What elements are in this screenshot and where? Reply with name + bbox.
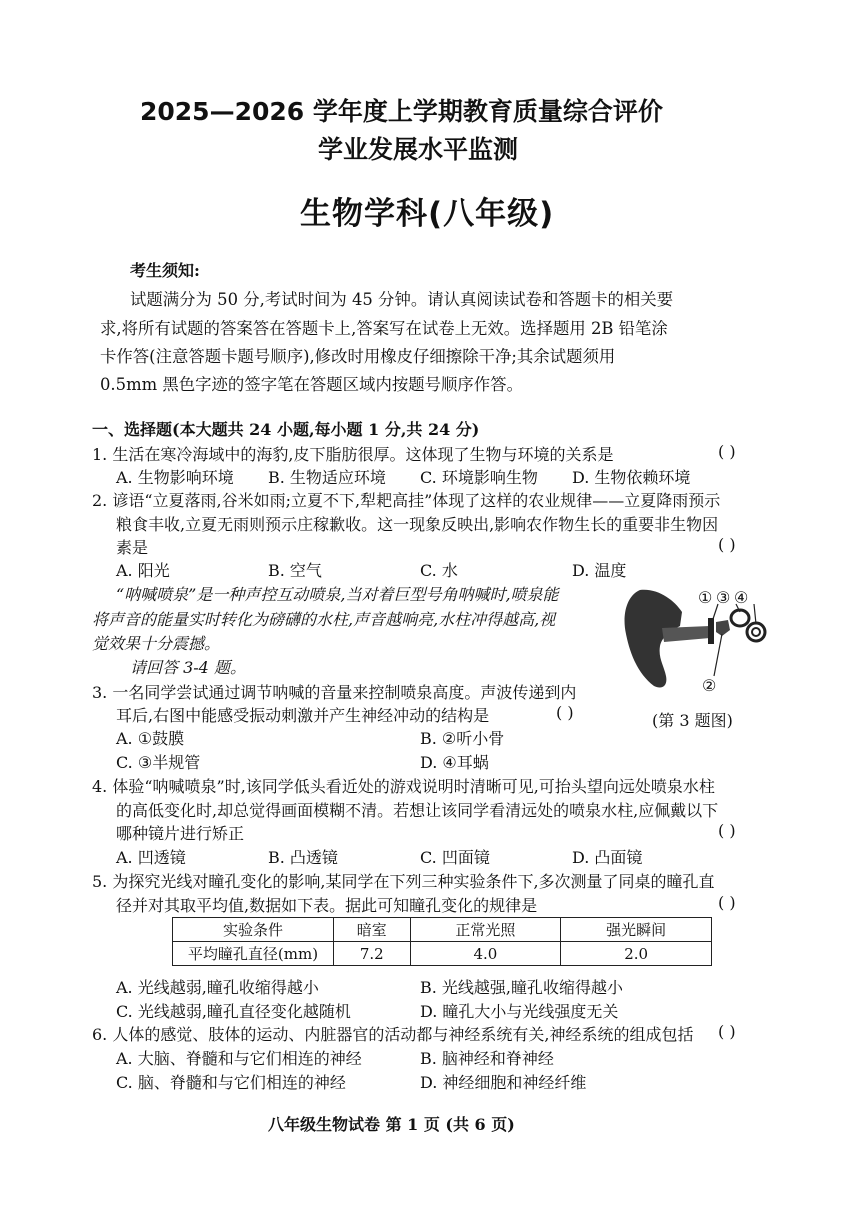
q5-option-c: C. 光线越弱,瞳孔直径变化越随机 xyxy=(116,1002,351,1021)
q4-option-b: B. 凸透镜 xyxy=(268,848,338,867)
figure-label-2: ② xyxy=(702,676,717,695)
title-line-1: 2025—2026 学年度上学期教育质量综合评价 xyxy=(140,97,663,126)
q3-answer-paren: ( ) xyxy=(556,703,574,722)
figure-caption: (第 3 题图) xyxy=(652,711,733,730)
notice-line-1: 试题满分为 50 分,考试时间为 45 分钟。请认真阅读试卷和答题卡的相关要 xyxy=(130,290,674,309)
q2-option-c: C. 水 xyxy=(420,561,458,580)
q6-line-1: 6. 人体的感觉、肢体的运动、内脏器官的活动都与神经系统有关,神经系统的组成包括 xyxy=(92,1025,694,1044)
q2-answer-paren: ( ) xyxy=(718,535,736,554)
q4-option-d: D. 凸面镜 xyxy=(572,848,643,867)
q6-option-a: A. 大脑、脊髓和与它们相连的神经 xyxy=(116,1049,362,1068)
passage-line-4: 请回答 3-4 题。 xyxy=(130,658,246,677)
page-footer: 八年级生物试卷 第 1 页 (共 6 页) xyxy=(268,1115,515,1134)
table-cell: 7.2 xyxy=(334,942,411,966)
table-cell: 2.0 xyxy=(561,942,712,966)
table-cell: 4.0 xyxy=(410,942,561,966)
table-header-cell: 实验条件 xyxy=(173,918,334,942)
q1-stem: 1. 生活在寒冷海域中的海豹,皮下脂肪很厚。这体现了生物与环境的关系是 xyxy=(92,445,614,464)
notice-heading: 考生须知: xyxy=(130,261,200,280)
title-line-2: 学业发展水平监测 xyxy=(318,135,519,164)
q4-option-c: C. 凹面镜 xyxy=(420,848,490,867)
q3-option-c: C. ③半规管 xyxy=(116,753,201,772)
q4-line-1: 4. 体验“呐喊喷泉”时,该同学低头看近处的游戏说明时清晰可见,可抬头望向远处喷泉水柱 xyxy=(92,777,715,796)
q4-answer-paren: ( ) xyxy=(718,821,736,840)
section-title: 一、选择题(本大题共 24 小题,每小题 1 分,共 24 分) xyxy=(92,420,480,439)
q4-line-2: 的高低变化时,却总觉得画面模糊不清。若想让该同学看清远处的喷泉水柱,应佩戴以下 xyxy=(116,801,719,820)
cochlea-shape xyxy=(747,623,765,641)
q4-line-3: 哪种镜片进行矫正 xyxy=(116,824,245,843)
figure-label-3: ③ xyxy=(716,588,731,607)
q1-option-b: B. 生物适应环境 xyxy=(268,468,386,487)
q2-line-1: 2. 谚语“立夏落雨,谷米如雨;立夏不下,犁耙高挂”体现了这样的农业规律——立夏降雨预示 xyxy=(92,491,721,510)
q2-option-d: D. 温度 xyxy=(572,561,627,580)
q4-option-a: A. 凹透镜 xyxy=(116,848,186,867)
passage-line-1: “呐喊喷泉”是一种声控互动喷泉,当对着巨型号角呐喊时,喷泉能 xyxy=(116,585,559,604)
q1-option-a: A. 生物影响环境 xyxy=(116,468,234,487)
table-header-row xyxy=(173,918,712,942)
notice-line-4: 0.5mm 黑色字迹的签字笔在答题区域内按题号顺序作答。 xyxy=(100,375,523,394)
q3-line-2: 耳后,右图中能感受振动刺激并产生神经冲动的结构是 xyxy=(116,706,490,725)
ossicles-shape xyxy=(716,620,730,636)
q5-line-1: 5. 为探究光线对瞳孔变化的影响,某同学在下列三种实验条件下,多次测量了同桌的瞳孔直 xyxy=(92,872,715,891)
q2-line-2: 粮食丰收,立夏无雨则预示庄稼歉收。这一现象反映出,影响农作物生长的重要非生物因 xyxy=(116,515,719,534)
table-header-cell: 暗室 xyxy=(334,918,411,942)
passage-line-2: 将声音的能量实时转化为磅礴的水柱,声音越响亮,水柱冲得越高,视 xyxy=(92,610,556,629)
notice-line-3: 卡作答(注意答题卡题号顺序),修改时用橡皮仔细擦除干净;其余试题须用 xyxy=(100,347,616,366)
q5-option-b: B. 光线越强,瞳孔收缩得越小 xyxy=(420,978,624,997)
q1-answer-paren: ( ) xyxy=(718,442,736,461)
figure-label-4: ④ xyxy=(734,588,749,607)
q2-line-3: 素是 xyxy=(116,538,149,557)
pupil-data-table xyxy=(172,917,712,966)
eardrum-shape xyxy=(708,618,714,644)
semicircular-canals-shape xyxy=(731,610,749,626)
subject-title: 生物学科(八年级) xyxy=(300,196,555,232)
q6-option-d: D. 神经细胞和神经纤维 xyxy=(420,1073,587,1092)
notice-line-2: 求,将所有试题的答案答在答题卡上,答案写在试卷上无效。选择题用 2B 铅笔涂 xyxy=(100,319,668,338)
q6-option-c: C. 脑、脊髓和与它们相连的神经 xyxy=(116,1073,346,1092)
ear-canal xyxy=(662,626,710,642)
q5-option-a: A. 光线越弱,瞳孔收缩得越小 xyxy=(116,978,319,997)
q3-option-b: B. ②听小骨 xyxy=(420,729,505,748)
q1-option-c: C. 环境影响生物 xyxy=(420,468,538,487)
q5-line-2: 径并对其取平均值,数据如下表。据此可知瞳孔变化的规律是 xyxy=(116,896,538,915)
q3-line-1: 3. 一名同学尝试通过调节呐喊的音量来控制喷泉高度。声波传递到内 xyxy=(92,683,577,702)
q3-option-a: A. ①鼓膜 xyxy=(116,729,185,748)
q6-answer-paren: ( ) xyxy=(718,1022,736,1041)
figure-label-1: ① xyxy=(698,588,713,607)
table-header-cell: 正常光照 xyxy=(410,918,561,942)
passage-line-3: 觉效果十分震撼。 xyxy=(92,634,221,653)
table-cell: 平均瞳孔直径(mm) xyxy=(173,942,334,966)
q5-answer-paren: ( ) xyxy=(718,893,736,912)
q1-option-d: D. 生物依赖环境 xyxy=(572,468,691,487)
q6-option-b: B. 脑神经和脊神经 xyxy=(420,1049,554,1068)
q3-option-d: D. ④耳蜗 xyxy=(420,753,489,772)
table-row xyxy=(173,942,712,966)
q5-option-d: D. 瞳孔大小与光线强度无关 xyxy=(420,1002,619,1021)
q2-option-b: B. 空气 xyxy=(268,561,322,580)
table-header-cell: 强光瞬间 xyxy=(561,918,712,942)
q2-option-a: A. 阳光 xyxy=(116,561,170,580)
